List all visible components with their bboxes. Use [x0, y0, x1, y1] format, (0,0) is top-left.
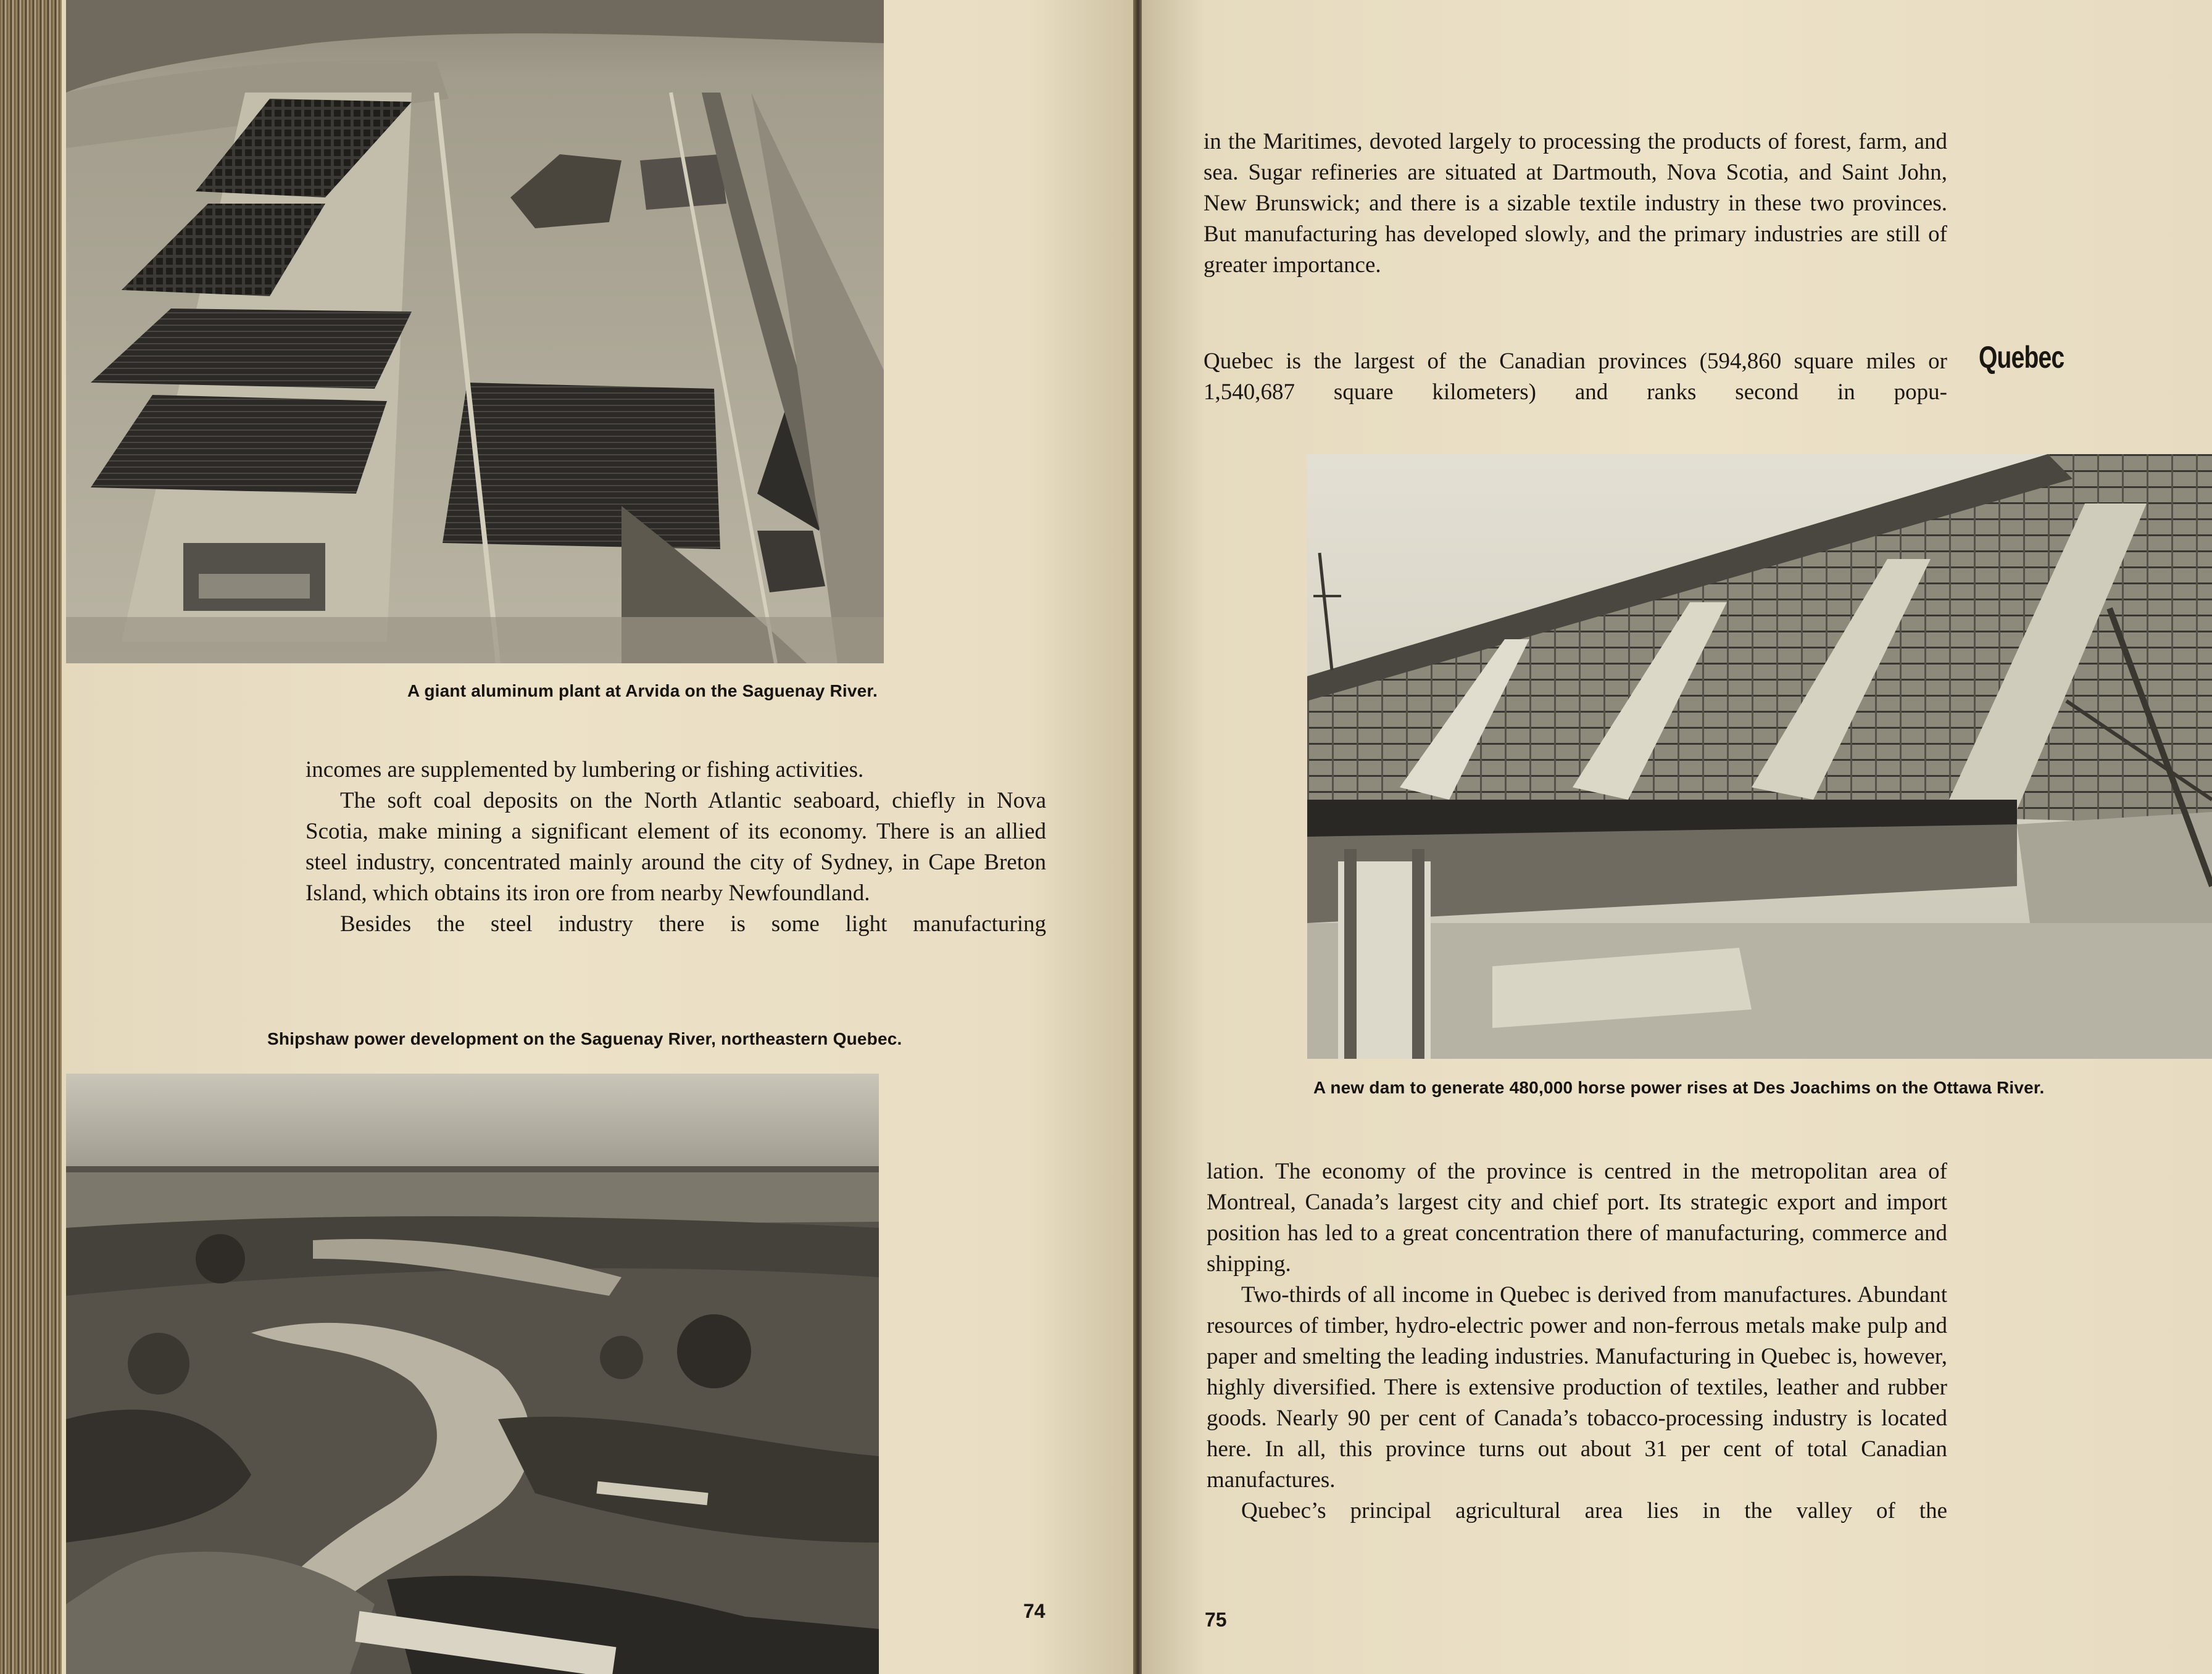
left-page	[62, 0, 1134, 1674]
book-page-edges	[0, 0, 62, 1674]
quebec-side-heading: Quebec	[1979, 340, 2064, 375]
left-paragraph-1: incomes are supplemented by lumbering or fishing activities.	[306, 757, 864, 782]
shipshaw-caption: Shipshaw power development on the Saguenay River, northeastern Quebec.	[267, 1029, 902, 1048]
right-paragraph-maritimes: in the Maritimes, devoted largely to processing the products of forest, farm, and sea. Sugar refineries are situated at Dartmouth, Nova Scotia, and Saint John, New Brunswick; and there is a sizable textile industry in these two provinces. But manufacturing has developed slowly, and the primary industries are still of greater importance.	[1204, 129, 1947, 278]
right-body-text-bottom	[1207, 1156, 1947, 1527]
aluminum-plant-caption: A giant aluminum plant at Arvida on the Saguenay River.	[407, 681, 878, 700]
shipshaw-photo	[66, 1074, 879, 1674]
right-page	[1142, 0, 2212, 1674]
page-number-74: 74	[1023, 1600, 1046, 1622]
right-paragraph-economy: lation. The economy of the province is centred in the metropolitan area of Montreal, Canada’s largest city and chief port. Its strategic export and import position has led to a great concentration there of manufacturing, commerce and shipping.	[1207, 1159, 1947, 1277]
left-paragraph-2: The soft coal deposits on the North Atlantic seaboard, chiefly in Nova Scotia, make mining a significant element of its economy. There is an allied steel industry, concentrated mainly around the city of Sydney, in Cape Breton Island, which obtains its iron ore from nearby Newfoundland.	[306, 788, 1046, 906]
aluminum-plant-photo	[66, 0, 884, 663]
right-body-text-top	[1204, 126, 1947, 281]
quebec-intro-text	[1204, 346, 1947, 408]
left-paragraph-3: Besides the steel industry there is some light manufacturing	[340, 911, 1046, 937]
dam-caption: A new dam to generate 480,000 horse power rises at Des Joachims on the Ottawa River.	[1313, 1078, 2045, 1097]
dam-photo	[1307, 454, 2212, 1059]
right-paragraph-quebec: Quebec is the largest of the Canadian provinces (594,860 square miles or 1,540,687 square kilometers) and ranks second in popu-	[1204, 349, 1947, 405]
left-body-text	[306, 755, 1046, 940]
page-number-75: 75	[1205, 1609, 1227, 1631]
right-paragraph-agriculture: Quebec’s principal agricultural area lies in the valley of the	[1241, 1498, 1947, 1523]
right-paragraph-income: Two-thirds of all income in Quebec is derived from manufactures. Abundant resources of timber, hydro-electric power and non-ferrous metals make pulp and paper and smelting the leading industries. Manufacturing in Quebec is, however, highly diversified. There is extensive production of textiles, leather and rubber goods. Nearly 90 per cent of Canada’s tobacco-processing industry is located here. In all, this province turns out about 31 per cent of total Canadian manufactures.	[1207, 1282, 1947, 1493]
